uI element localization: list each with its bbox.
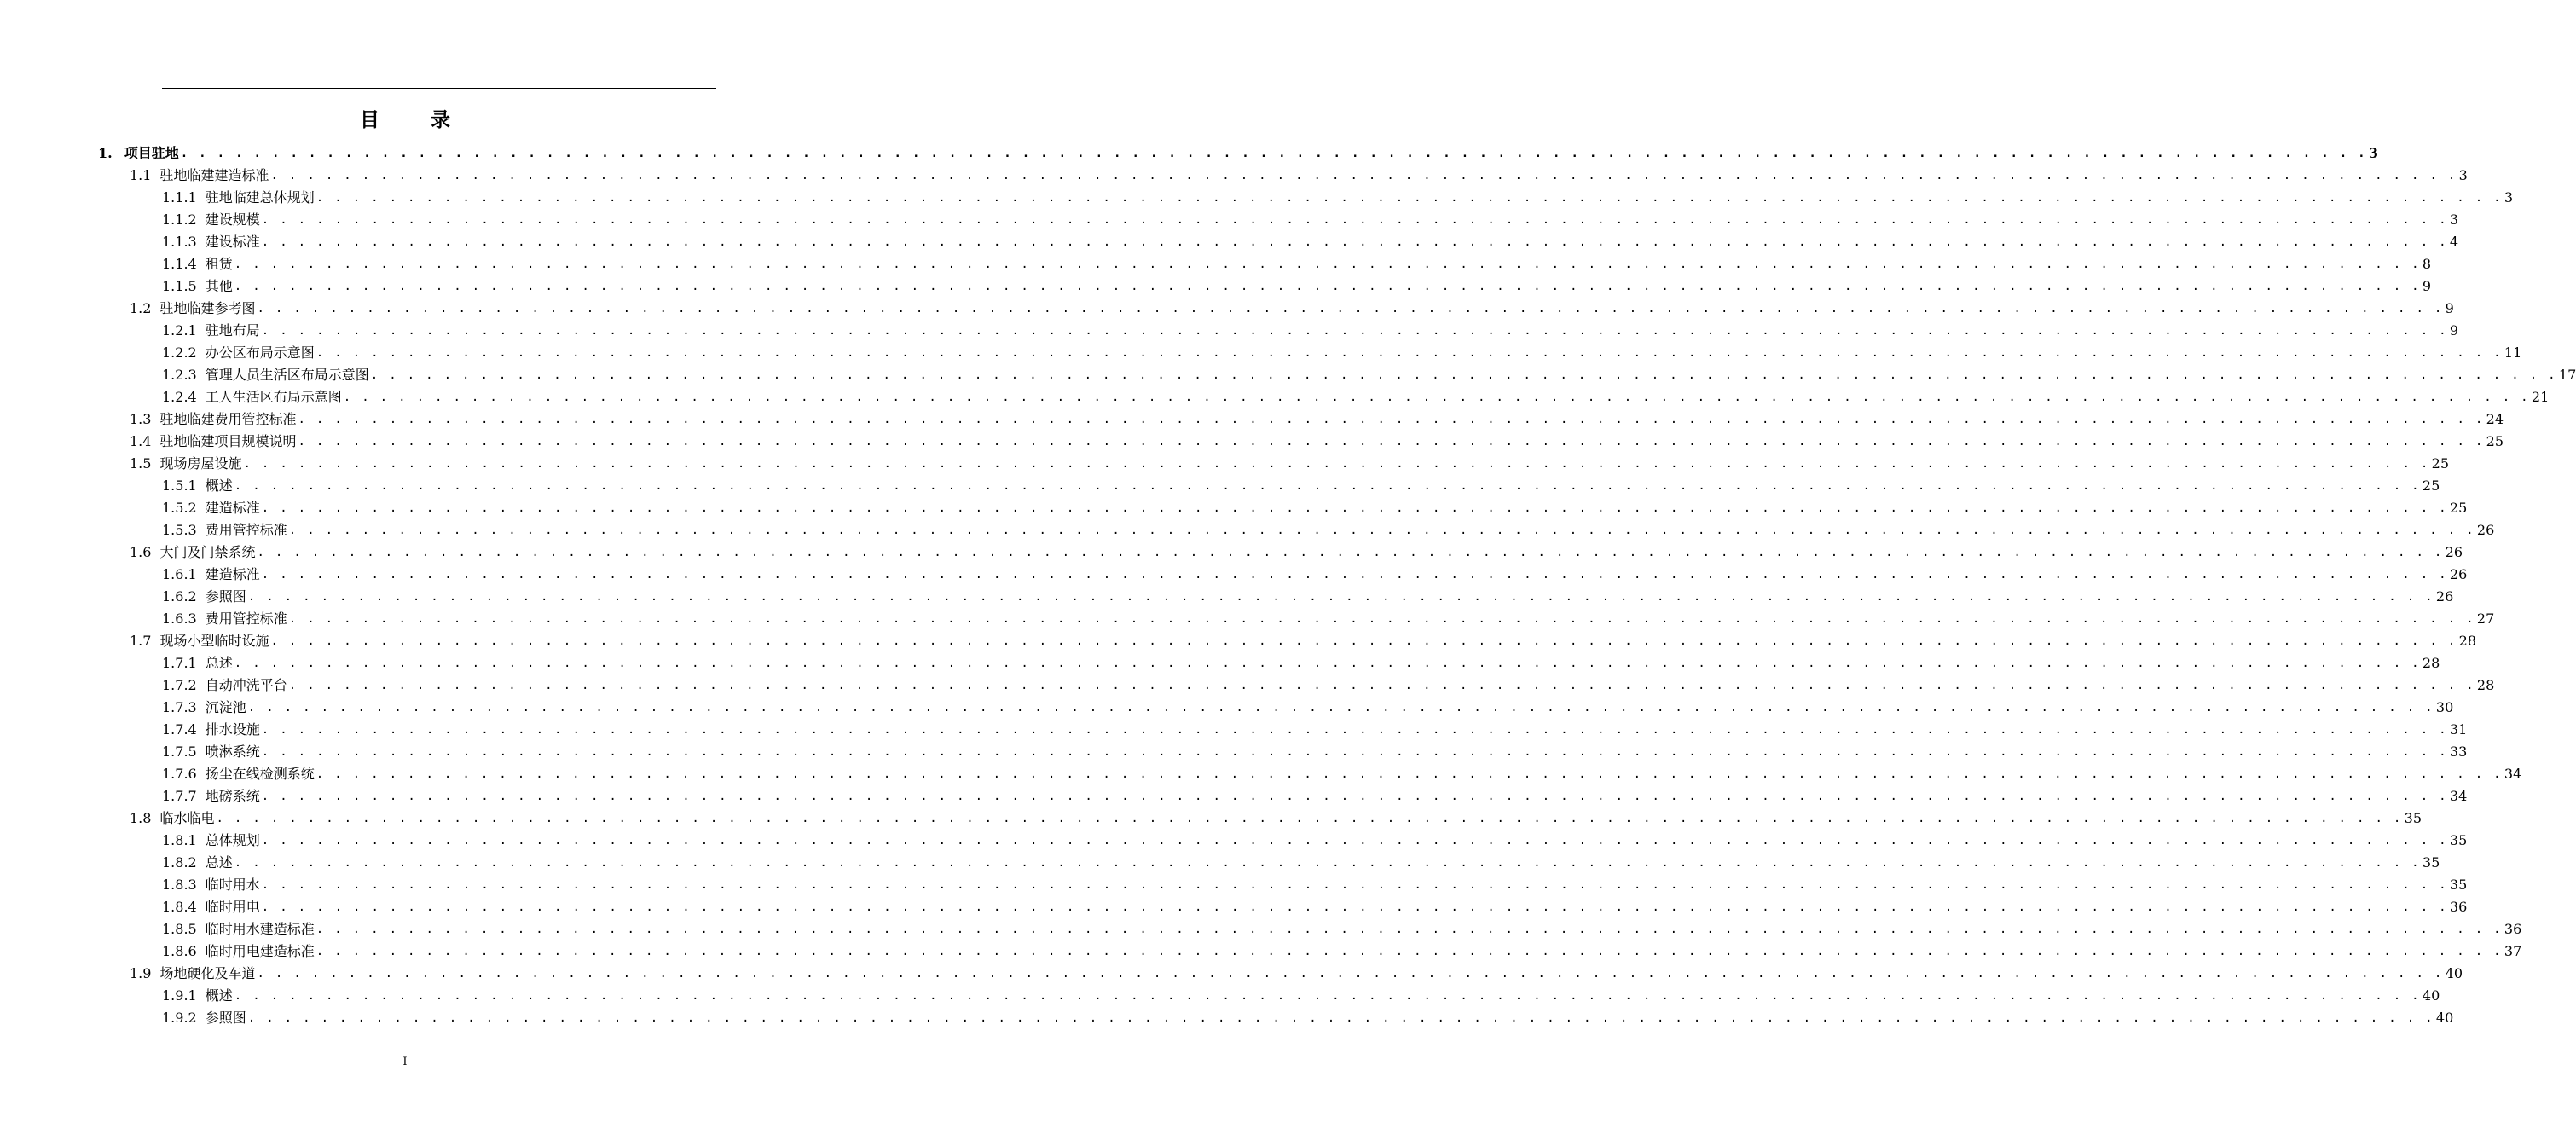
toc-entry-page: 25 [2431, 455, 2449, 472]
toc-entry[interactable] [130, 431, 2504, 453]
toc-entry-label: 其他 [205, 278, 233, 294]
toc-entry[interactable] [130, 807, 2422, 830]
toc-entry-page: 35 [2449, 877, 2468, 893]
toc-dot-leader: . . . . . . . . . . . . . . . . . . . . . . . . . . . . . . . . . . . . . . . . . . . . . . . . . . . . . . . . . . . . . . . . . . . . . . . . . . . . . . . . . . . . . . . . . . . . . . . . . . . . . . . . . . . . . . . . . . . . . . . . [247, 1011, 2434, 1025]
toc-entry-label: 租赁 [205, 256, 233, 272]
toc-dot-leader: . . . . . . . . . . . . . . . . . . . . . . . . . . . . . . . . . . . . . . . . . . . . . . . . . . . . . . . . . . . . . . . . . . . . . . . . . . . . . . . . . . . . . . . . . . . . . . . . . . . . . . . . . . . . . . . . . . . . . . . . [315, 191, 2503, 205]
toc-dot-leader: . . . . . . . . . . . . . . . . . . . . . . . . . . . . . . . . . . . . . . . . . . . . . . . . . . . . . . . . . . . . . . . . . . . . . . . . . . . . . . . . . . . . . . . . . . . . . . . . . . . . . . . . . . . . . . . . . . . . . . . . [270, 169, 2457, 182]
toc-entry-number: 1.5 [130, 455, 152, 472]
toc-dot-leader: . . . . . . . . . . . . . . . . . . . . . . . . . . . . . . . . . . . . . . . . . . . . . . . . . . . . . . . . . . . . . . . . . . . . . . . . . . . . . . . . . . . . . . . . . . . . . . . . . . . . . . . . . . . . . . . . . . . . . . . . [261, 568, 2448, 582]
toc-entry-number: 1.6.3 [162, 611, 197, 627]
toc-dot-leader: . . . . . . . . . . . . . . . . . . . . . . . . . . . . . . . . . . . . . . . . . . . . . . . . . . . . . . . . . . . . . . . . . . . . . . . . . . . . . . . . . . . . . . . . . . . . . . . . . . . . . . . . . . . . . . . . . . . . . . . . [370, 368, 2557, 382]
toc-entry[interactable] [130, 541, 2463, 564]
toc-entry[interactable] [162, 253, 2432, 275]
toc-entry[interactable] [162, 941, 2522, 963]
toc-dot-leader: . . . . . . . . . . . . . . . . . . . . . . . . . . . . . . . . . . . . . . . . . . . . . . . . . . . . . . . . . . . . . . . . . . . . . . . . . . . . . . . . . . . . . . . . . . . . . . . . . . . . . . . . . . . . . . . . . . . . . . . . [315, 346, 2503, 360]
toc-dot-leader: . . . . . . . . . . . . . . . . . . . . . . . . . . . . . . . . . . . . . . . . . . . . . . . . . . . . . . . . . . . . . . . . . . . . . . . . . . . . . . . . . . . . . . . . . . . . . . . . . . . . . . . . . . . . . . . . . . . . . . . . [234, 280, 2421, 293]
toc-entry-label: 项目驻地 [124, 145, 179, 161]
toc-dot-leader: . . . . . . . . . . . . . . . . . . . . . . . . . . . . . . . . . . . . . . . . . . . . . . . . . . . . . . . . . . . . . . . . . . . . . . . . . . . . . . . . . . . . . . . . . . . . . . . . . . . . . . . . . . . . . . . . . . . . . . . . [257, 967, 2444, 981]
toc-entry-label: 现场房屋设施 [159, 455, 242, 472]
toc-entry[interactable] [162, 608, 2495, 630]
toc-entry-label: 自动冲洗平台 [205, 677, 287, 693]
toc-entry-label: 大门及门禁系统 [159, 544, 256, 560]
toc-dot-leader: . . . . . . . . . . . . . . . . . . . . . . . . . . . . . . . . . . . . . . . . . . . . . . . . . . . . . . . . . . . . . . . . . . . . . . . . . . . . . . . . . . . . . . . . . . . . . . . . . . . . . . . . . . . . . . . . . . . . . . . . [261, 213, 2448, 227]
toc-entry-number: 1.8.6 [162, 943, 197, 959]
toc-dot-leader: . . . . . . . . . . . . . . . . . . . . . . . . . . . . . . . . . . . . . . . . . . . . . . . . . . . . . . . . . . . . . . . . . . . . . . . . . . . . . . . . . . . . . . . . . . . . . . . . . . . . . . . . . . . . . . . . . . . . . . . . [315, 767, 2503, 781]
toc-entry-label: 扬尘在线检测系统 [205, 766, 315, 782]
toc-entry-label: 总体规划 [205, 832, 260, 848]
toc-entry[interactable] [162, 209, 2459, 231]
toc-dot-leader: . . . . . . . . . . . . . . . . . . . . . . . . . . . . . . . . . . . . . . . . . . . . . . . . . . . . . . . . . . . . . . . . . . . . . . . . . . . . . . . . . . . . . . . . . . . . . . . . . . . . . . . . . . . . . . . . . . . . . . . . [180, 147, 2367, 160]
toc-entry[interactable] [98, 142, 2379, 165]
toc-entry-number: 1.7.2 [162, 677, 197, 693]
toc-entry[interactable] [162, 364, 2576, 386]
toc-entry-page: 30 [2435, 699, 2454, 715]
toc-entry-label: 驻地布局 [205, 322, 260, 339]
toc-entry-page: 40 [2422, 987, 2440, 1004]
toc-entry-number: 1.7.3 [162, 699, 197, 715]
toc-entry-page: 35 [2449, 832, 2468, 848]
toc-entry-page: 35 [2404, 810, 2422, 826]
toc-entry[interactable] [162, 320, 2459, 342]
page-title: 目 录 [359, 108, 472, 131]
toc-entry-page: 25 [2449, 500, 2468, 516]
toc-entry[interactable] [162, 763, 2522, 785]
toc-entry-number: 1.5.3 [162, 522, 197, 538]
toc-entry[interactable] [162, 852, 2440, 874]
toc-entry-label: 现场小型临时设施 [159, 633, 269, 649]
toc-entry-page: 31 [2449, 721, 2468, 738]
toc-entry[interactable] [162, 719, 2468, 741]
toc-entry-page: 40 [2435, 1010, 2454, 1026]
toc-entry-page: 21 [2531, 389, 2550, 405]
toc-entry-label: 临时用电建造标准 [205, 943, 315, 959]
toc-entry-number: 1.8.3 [162, 877, 197, 893]
toc-entry-number: 1.7 [130, 633, 152, 649]
toc-entry-page: 40 [2445, 965, 2463, 981]
toc-entry-number: 1.2.3 [162, 367, 197, 383]
toc-entry-number: 1.1.2 [162, 211, 197, 228]
toc-entry-page: 28 [2422, 655, 2440, 671]
toc-entry-page: 28 [2458, 633, 2476, 649]
toc-entry-page: 37 [2504, 943, 2522, 959]
toc-entry-page: 3 [2458, 167, 2468, 183]
toc-entry-page: 11 [2504, 344, 2522, 361]
toc-dot-leader: . . . . . . . . . . . . . . . . . . . . . . . . . . . . . . . . . . . . . . . . . . . . . . . . . . . . . . . . . . . . . . . . . . . . . . . . . . . . . . . . . . . . . . . . . . . . . . . . . . . . . . . . . . . . . . . . . . . . . . . . [288, 524, 2475, 537]
toc-entry-number: 1.8 [130, 810, 152, 826]
toc-dot-leader: . . . . . . . . . . . . . . . . . . . . . . . . . . . . . . . . . . . . . . . . . . . . . . . . . . . . . . . . . . . . . . . . . . . . . . . . . . . . . . . . . . . . . . . . . . . . . . . . . . . . . . . . . . . . . . . . . . . . . . . . [315, 945, 2503, 958]
toc-entry-label: 概述 [205, 478, 233, 494]
toc-entry-page: 36 [2449, 899, 2468, 915]
toc-dot-leader: . . . . . . . . . . . . . . . . . . . . . . . . . . . . . . . . . . . . . . . . . . . . . . . . . . . . . . . . . . . . . . . . . . . . . . . . . . . . . . . . . . . . . . . . . . . . . . . . . . . . . . . . . . . . . . . . . . . . . . . . [234, 856, 2421, 870]
toc-dot-leader: . . . . . . . . . . . . . . . . . . . . . . . . . . . . . . . . . . . . . . . . . . . . . . . . . . . . . . . . . . . . . . . . . . . . . . . . . . . . . . . . . . . . . . . . . . . . . . . . . . . . . . . . . . . . . . . . . . . . . . . . [270, 634, 2457, 648]
toc-entry-label: 驻地临建总体规划 [205, 189, 315, 205]
toc-dot-leader: . . . . . . . . . . . . . . . . . . . . . . . . . . . . . . . . . . . . . . . . . . . . . . . . . . . . . . . . . . . . . . . . . . . . . . . . . . . . . . . . . . . . . . . . . . . . . . . . . . . . . . . . . . . . . . . . . . . . . . . . [288, 612, 2475, 626]
toc-entry-page: 36 [2504, 921, 2522, 937]
toc-entry-page: 27 [2476, 611, 2495, 627]
toc-entry-page: 8 [2422, 256, 2432, 272]
toc-entry-page: 35 [2422, 854, 2440, 871]
toc-entry-page: 9 [2445, 300, 2454, 316]
toc-entry-page: 9 [2449, 322, 2459, 339]
toc-entry[interactable] [130, 165, 2468, 187]
toc-entry[interactable] [162, 874, 2468, 896]
toc-entry[interactable] [162, 386, 2550, 408]
toc-entry-label: 临时用电 [205, 899, 260, 915]
toc-entry-label: 管理人员生活区布局示意图 [205, 367, 369, 383]
toc-entry-number: 1.5.2 [162, 500, 197, 516]
toc-entry[interactable] [162, 674, 2495, 697]
toc-dot-leader: . . . . . . . . . . . . . . . . . . . . . . . . . . . . . . . . . . . . . . . . . . . . . . . . . . . . . . . . . . . . . . . . . . . . . . . . . . . . . . . . . . . . . . . . . . . . . . . . . . . . . . . . . . . . . . . . . . . . . . . . [247, 701, 2434, 715]
toc-dot-leader: . . . . . . . . . . . . . . . . . . . . . . . . . . . . . . . . . . . . . . . . . . . . . . . . . . . . . . . . . . . . . . . . . . . . . . . . . . . . . . . . . . . . . . . . . . . . . . . . . . . . . . . . . . . . . . . . . . . . . . . . [298, 435, 2485, 449]
toc-dot-leader: . . . . . . . . . . . . . . . . . . . . . . . . . . . . . . . . . . . . . . . . . . . . . . . . . . . . . . . . . . . . . . . . . . . . . . . . . . . . . . . . . . . . . . . . . . . . . . . . . . . . . . . . . . . . . . . . . . . . . . . . [298, 413, 2485, 426]
toc-entry-number: 1.9 [130, 965, 152, 981]
toc-entry[interactable] [162, 187, 2514, 209]
toc-entry-page: 25 [2422, 478, 2440, 494]
toc-entry-number: 1.6.1 [162, 566, 197, 582]
toc-entry-label: 临时用水 [205, 877, 260, 893]
toc-entry-number: 1.7.4 [162, 721, 197, 738]
toc-entry-number: 1.7.7 [162, 788, 197, 804]
toc-entry-page: 26 [2435, 588, 2454, 605]
toc-entry-label: 建造标准 [205, 500, 260, 516]
toc-entry-page: 3 [2449, 211, 2459, 228]
toc-dot-leader: . . . . . . . . . . . . . . . . . . . . . . . . . . . . . . . . . . . . . . . . . . . . . . . . . . . . . . . . . . . . . . . . . . . . . . . . . . . . . . . . . . . . . . . . . . . . . . . . . . . . . . . . . . . . . . . . . . . . . . . . [261, 790, 2448, 803]
toc-entry-page: 34 [2449, 788, 2468, 804]
toc-entry-label: 驻地临建费用管控标准 [159, 411, 297, 427]
toc-entry-label: 建设标准 [205, 234, 260, 250]
toc-entry-label: 排水设施 [205, 721, 260, 738]
toc-entry[interactable] [130, 298, 2454, 320]
toc-entry-label: 喷淋系统 [205, 744, 260, 760]
toc-entry[interactable] [162, 697, 2454, 719]
toc-entry-number: 1.2.1 [162, 322, 197, 339]
toc-entry[interactable] [130, 408, 2504, 431]
toc-entry[interactable] [130, 630, 2476, 652]
toc-entry-number: 1.1.3 [162, 234, 197, 250]
toc-dot-leader: . . . . . . . . . . . . . . . . . . . . . . . . . . . . . . . . . . . . . . . . . . . . . . . . . . . . . . . . . . . . . . . . . . . . . . . . . . . . . . . . . . . . . . . . . . . . . . . . . . . . . . . . . . . . . . . . . . . . . . . . [261, 834, 2448, 848]
toc-entry-label: 地磅系统 [205, 788, 260, 804]
toc-entry-label: 驻地临建建造标准 [159, 167, 269, 183]
toc-entry[interactable] [162, 741, 2468, 763]
toc-entry[interactable] [162, 918, 2522, 941]
toc-entry[interactable] [162, 586, 2454, 608]
header-rule [162, 88, 716, 89]
toc-entry-page: 34 [2504, 766, 2522, 782]
toc-entry-label: 工人生活区布局示意图 [205, 389, 342, 405]
toc-entry-label: 驻地临建参考图 [159, 300, 256, 316]
toc-entry-page: 26 [2476, 522, 2495, 538]
toc-entry[interactable] [162, 896, 2468, 918]
toc-entry-page: 25 [2486, 433, 2504, 449]
toc-dot-leader: . . . . . . . . . . . . . . . . . . . . . . . . . . . . . . . . . . . . . . . . . . . . . . . . . . . . . . . . . . . . . . . . . . . . . . . . . . . . . . . . . . . . . . . . . . . . . . . . . . . . . . . . . . . . . . . . . . . . . . . . [261, 501, 2448, 515]
toc-dot-leader: . . . . . . . . . . . . . . . . . . . . . . . . . . . . . . . . . . . . . . . . . . . . . . . . . . . . . . . . . . . . . . . . . . . . . . . . . . . . . . . . . . . . . . . . . . . . . . . . . . . . . . . . . . . . . . . . . . . . . . . . [343, 391, 2530, 404]
toc-entry[interactable] [162, 497, 2468, 519]
toc-dot-leader: . . . . . . . . . . . . . . . . . . . . . . . . . . . . . . . . . . . . . . . . . . . . . . . . . . . . . . . . . . . . . . . . . . . . . . . . . . . . . . . . . . . . . . . . . . . . . . . . . . . . . . . . . . . . . . . . . . . . . . . . [261, 900, 2448, 914]
toc-entry-label: 沉淀池 [205, 699, 246, 715]
toc-entry[interactable] [162, 275, 2432, 298]
toc-entry[interactable] [162, 785, 2468, 807]
toc-entry-number: 1. [98, 145, 113, 161]
toc-entry-label: 临水临电 [159, 810, 215, 826]
toc-entry-page: 17 [2558, 367, 2576, 383]
toc-entry-number: 1.7.6 [162, 766, 197, 782]
toc-dot-leader: . . . . . . . . . . . . . . . . . . . . . . . . . . . . . . . . . . . . . . . . . . . . . . . . . . . . . . . . . . . . . . . . . . . . . . . . . . . . . . . . . . . . . . . . . . . . . . . . . . . . . . . . . . . . . . . . . . . . . . . . [234, 989, 2421, 1003]
toc-dot-leader: . . . . . . . . . . . . . . . . . . . . . . . . . . . . . . . . . . . . . . . . . . . . . . . . . . . . . . . . . . . . . . . . . . . . . . . . . . . . . . . . . . . . . . . . . . . . . . . . . . . . . . . . . . . . . . . . . . . . . . . . [261, 324, 2448, 338]
toc-entry-number: 1.6 [130, 544, 152, 560]
toc-entry-number: 1.2.2 [162, 344, 197, 361]
toc-entry-label: 总述 [205, 854, 233, 871]
toc-dot-leader: . . . . . . . . . . . . . . . . . . . . . . . . . . . . . . . . . . . . . . . . . . . . . . . . . . . . . . . . . . . . . . . . . . . . . . . . . . . . . . . . . . . . . . . . . . . . . . . . . . . . . . . . . . . . . . . . . . . . . . . . [288, 679, 2475, 692]
toc-dot-leader: . . . . . . . . . . . . . . . . . . . . . . . . . . . . . . . . . . . . . . . . . . . . . . . . . . . . . . . . . . . . . . . . . . . . . . . . . . . . . . . . . . . . . . . . . . . . . . . . . . . . . . . . . . . . . . . . . . . . . . . . [234, 657, 2421, 670]
toc-dot-leader: . . . . . . . . . . . . . . . . . . . . . . . . . . . . . . . . . . . . . . . . . . . . . . . . . . . . . . . . . . . . . . . . . . . . . . . . . . . . . . . . . . . . . . . . . . . . . . . . . . . . . . . . . . . . . . . . . . . . . . . . [261, 723, 2448, 737]
toc-entry-page: 9 [2422, 278, 2432, 294]
toc-entry-label: 驻地临建项目规模说明 [159, 433, 297, 449]
toc-entry-number: 1.5.1 [162, 478, 197, 494]
toc-dot-leader: . . . . . . . . . . . . . . . . . . . . . . . . . . . . . . . . . . . . . . . . . . . . . . . . . . . . . . . . . . . . . . . . . . . . . . . . . . . . . . . . . . . . . . . . . . . . . . . . . . . . . . . . . . . . . . . . . . . . . . . . [261, 878, 2448, 892]
toc-entry-number: 1.3 [130, 411, 152, 427]
toc-entry[interactable] [162, 830, 2468, 852]
toc-dot-leader: . . . . . . . . . . . . . . . . . . . . . . . . . . . . . . . . . . . . . . . . . . . . . . . . . . . . . . . . . . . . . . . . . . . . . . . . . . . . . . . . . . . . . . . . . . . . . . . . . . . . . . . . . . . . . . . . . . . . . . . . [261, 235, 2448, 249]
toc-entry-number: 1.1 [130, 167, 152, 183]
toc-entry-page: 3 [2368, 145, 2379, 161]
toc-entry-label: 费用管控标准 [205, 522, 287, 538]
toc-entry-number: 1.9.1 [162, 987, 197, 1004]
toc-entry[interactable] [162, 342, 2522, 364]
toc-entry-number: 1.1.5 [162, 278, 197, 294]
toc-entry-label: 场地硬化及车道 [159, 965, 256, 981]
toc-dot-leader: . . . . . . . . . . . . . . . . . . . . . . . . . . . . . . . . . . . . . . . . . . . . . . . . . . . . . . . . . . . . . . . . . . . . . . . . . . . . . . . . . . . . . . . . . . . . . . . . . . . . . . . . . . . . . . . . . . . . . . . . [247, 590, 2434, 604]
toc-entry-number: 1.8.5 [162, 921, 197, 937]
toc-entry-number: 1.7.1 [162, 655, 197, 671]
toc-entry-page: 3 [2504, 189, 2514, 205]
toc-entry[interactable] [130, 453, 2449, 475]
toc-entry-label: 概述 [205, 987, 233, 1004]
toc-entry-label: 建造标准 [205, 566, 260, 582]
toc-dot-leader: . . . . . . . . . . . . . . . . . . . . . . . . . . . . . . . . . . . . . . . . . . . . . . . . . . . . . . . . . . . . . . . . . . . . . . . . . . . . . . . . . . . . . . . . . . . . . . . . . . . . . . . . . . . . . . . . . . . . . . . . [216, 812, 2403, 825]
toc-entry[interactable] [162, 652, 2440, 674]
toc-entry-label: 临时用水建造标准 [205, 921, 315, 937]
toc-entry-number: 1.8.4 [162, 899, 197, 915]
toc-entry-page: 26 [2445, 544, 2463, 560]
toc-dot-leader: . . . . . . . . . . . . . . . . . . . . . . . . . . . . . . . . . . . . . . . . . . . . . . . . . . . . . . . . . . . . . . . . . . . . . . . . . . . . . . . . . . . . . . . . . . . . . . . . . . . . . . . . . . . . . . . . . . . . . . . . [257, 302, 2444, 315]
toc-entry-label: 建设规模 [205, 211, 260, 228]
toc-entry-number: 1.1.4 [162, 256, 197, 272]
toc-dot-leader: . . . . . . . . . . . . . . . . . . . . . . . . . . . . . . . . . . . . . . . . . . . . . . . . . . . . . . . . . . . . . . . . . . . . . . . . . . . . . . . . . . . . . . . . . . . . . . . . . . . . . . . . . . . . . . . . . . . . . . . . [261, 745, 2448, 759]
toc-dot-leader: . . . . . . . . . . . . . . . . . . . . . . . . . . . . . . . . . . . . . . . . . . . . . . . . . . . . . . . . . . . . . . . . . . . . . . . . . . . . . . . . . . . . . . . . . . . . . . . . . . . . . . . . . . . . . . . . . . . . . . . . [234, 479, 2421, 493]
toc-entry[interactable] [162, 564, 2468, 586]
toc-entry[interactable] [162, 475, 2440, 497]
toc-entry-page: 33 [2449, 744, 2468, 760]
toc-entry-label: 参照图 [205, 588, 246, 605]
toc-entry-page: 24 [2486, 411, 2504, 427]
toc-entry-number: 1.8.1 [162, 832, 197, 848]
toc-entry-page: 28 [2476, 677, 2495, 693]
toc-entry-number: 1.2 [130, 300, 152, 316]
page-number-footer: I [402, 1056, 408, 1068]
toc-entry-number: 1.6.2 [162, 588, 197, 605]
toc-dot-leader: . . . . . . . . . . . . . . . . . . . . . . . . . . . . . . . . . . . . . . . . . . . . . . . . . . . . . . . . . . . . . . . . . . . . . . . . . . . . . . . . . . . . . . . . . . . . . . . . . . . . . . . . . . . . . . . . . . . . . . . . [257, 546, 2444, 559]
toc-entry-number: 1.1.1 [162, 189, 197, 205]
toc-entry[interactable] [162, 231, 2459, 253]
toc-dot-leader: . . . . . . . . . . . . . . . . . . . . . . . . . . . . . . . . . . . . . . . . . . . . . . . . . . . . . . . . . . . . . . . . . . . . . . . . . . . . . . . . . . . . . . . . . . . . . . . . . . . . . . . . . . . . . . . . . . . . . . . . [243, 457, 2430, 471]
toc-entry-label: 办公区布局示意图 [205, 344, 315, 361]
toc-entry[interactable] [162, 985, 2440, 1007]
toc-dot-leader: . . . . . . . . . . . . . . . . . . . . . . . . . . . . . . . . . . . . . . . . . . . . . . . . . . . . . . . . . . . . . . . . . . . . . . . . . . . . . . . . . . . . . . . . . . . . . . . . . . . . . . . . . . . . . . . . . . . . . . . . [315, 923, 2503, 936]
toc-entry-number: 1.9.2 [162, 1010, 197, 1026]
toc-entry-number: 1.7.5 [162, 744, 197, 760]
toc-entry-label: 费用管控标准 [205, 611, 287, 627]
toc-entry-number: 1.2.4 [162, 389, 197, 405]
toc-entry-number: 1.8.2 [162, 854, 197, 871]
toc-entry-label: 总述 [205, 655, 233, 671]
toc-entry[interactable] [130, 963, 2463, 985]
toc-entry-label: 参照图 [205, 1010, 246, 1026]
toc-entry-number: 1.4 [130, 433, 152, 449]
toc-entry[interactable] [162, 1007, 2454, 1029]
toc-dot-leader: . . . . . . . . . . . . . . . . . . . . . . . . . . . . . . . . . . . . . . . . . . . . . . . . . . . . . . . . . . . . . . . . . . . . . . . . . . . . . . . . . . . . . . . . . . . . . . . . . . . . . . . . . . . . . . . . . . . . . . . . [234, 258, 2421, 271]
toc-entry[interactable] [162, 519, 2495, 541]
toc-entry-page: 26 [2449, 566, 2468, 582]
toc-entry-page: 4 [2449, 234, 2459, 250]
